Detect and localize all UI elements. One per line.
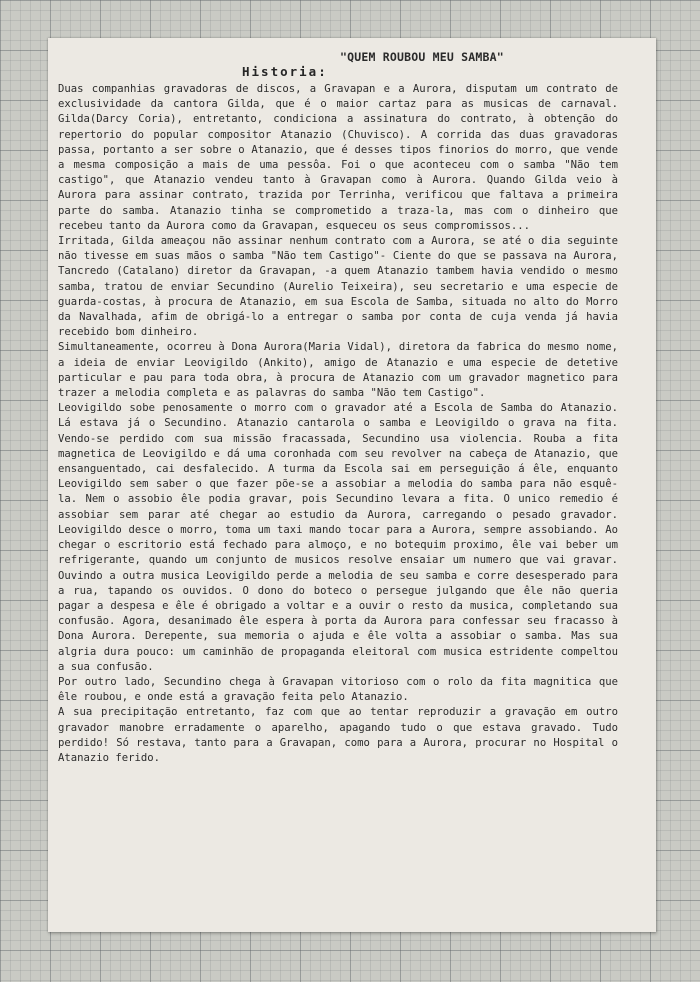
paragraph: Irritada, Gilda ameaçou não assinar nenhum contrato com a Aurora, se até o dia seguinte não tivesse em suas mãos o samba "Não tem Castigo"- Ciente do que se passava na Aurora, Tancredo (Catalano) diretor da Gravapan, -a quem Atanazio tambem havia vendido o mesmo samba, tratou de enviar Secundino (Aurelio Teixeira), seu secretario e uma especie de guarda-costas, à procura de Atanazio, em sua Escola de Samba, situada no alto do Morro da Navalhada, afim de obrigá-lo a entregar o samba por conta de cuja venda já havia recebido bom dinheiro. [58,235,618,339]
paragraph: Simultaneamente, ocorreu à Dona Aurora(Maria Vidal), diretora da fabrica do mesmo nome, a ideia de enviar Leovigildo (Ankito), amigo de Atanazio e uma especie de detetive particular e pau para toda obra, à procura de Atanazio com um gravador magnetico para trazer a melodia completa e as palavras do samba "Não tem Castigo". [58,341,618,400]
document-page [48,38,656,932]
paragraph: A sua precipitação entretanto, faz com que ao tentar reproduzir a gravação em outro gravador manobre erradamente o aparelho, apagando tudo o que estava gravado. Tudo perdido! Só restava, tanto para a Gravapan, como para a Aurora, procurar no Hospital o Atanazio ferido. [58,706,618,764]
paragraph: Duas companhias gravadoras de discos, a Gravapan e a Aurora, disputam um contrato de exclusividade da cantora Gilda, que é o maior cartaz para as musicas de carnaval. Gilda(Darcy Coria), entretanto, condiciona a assinatura do contrato, à obtenção do repertorio do popular compositor Atanazio (Chuvisco). A corrida das duas gravadoras passa, portanto a ser sobre o Atanazio, que é desses tipos finorios do morro, que vende a mesma composição a mais de uma pessôa. Foi o que aconteceu com o samba "Não tem castigo", que Atanazio vendeu tanto à Gravapan como à Aurora. Quando Gilda veio à Aurora para assinar contrato, trazida por Terrinha, verificou que faltava a primeira parte do samba. Atanazio tinha se comprometido a traza-la, mas com o dinheiro que recebeu tanto da Aurora como da Gravapan, esqueceu os seus compromissos... [58,83,618,232]
paragraph: Por outro lado, Secundino chega à Gravapan vitorioso com o rolo da fita magnitica que êle roubou, e onde está a gravação feita pelo Atanazio. [58,675,618,704]
paragraph: Leovigildo sobe penosamente o morro com o gravador até a Escola de Samba do Atanazio. Lá estava já o Secundino. Atanazio cantarola o samba e Leovigildo o grava na fita. Vendo-se perdido com sua missão fracassada, Secundino usa violencia. Rouba a fita magnetica de Leovigildo e dá uma coronhada com seu revolver na cabeça de Atanazio, que ensanguentado, cai desfalecido. A turma da Escola sai em perseguição á êle, enquanto Leovigildo sem saber o que fazer põe-se a assobiar a melodia do samba para não esquê-la. Nem o assobio êle podia gravar, pois Secundino levara a fita. O unico remedio é assobiar sem parar até chegar ao estudio da Aurora, carregando o pesado gravador. Leovigildo desce o morro, toma um taxi mando tocar para a Aurora, sempre assobiando. Ao chegar o escritorio está fechado para almoço, e no botequim proximo, êle vai beber um refrigerante, quando um conjunto de musicos resolve ensaiar um numero que vai gravar. Ouvindo a outra musica Leovigildo perde a melodia de seu samba e corre desesperado para a rua, tapando os ouvidos. O dono do boteco o persegue julgando que êle não queria pagar a despesa e êle é obrigado a voltar e a ouvir o resto da musica, completando sua confusão. Agora, desanimado êle espera à porta da Aurora para confessar seu fracasso à Dona Aurora. Derepente, sua memoria o ajuda e êle volta a assobiar o samba. Mas sua algria dura pouco: um caminhão de propaganda eleitoral com musica estridente compeltou a sua confusão. [58,402,618,673]
section-heading: Historia: [242,64,328,79]
document-body [58,82,618,766]
document-title: "QUEM ROUBOU MEU SAMBA" [340,50,504,64]
